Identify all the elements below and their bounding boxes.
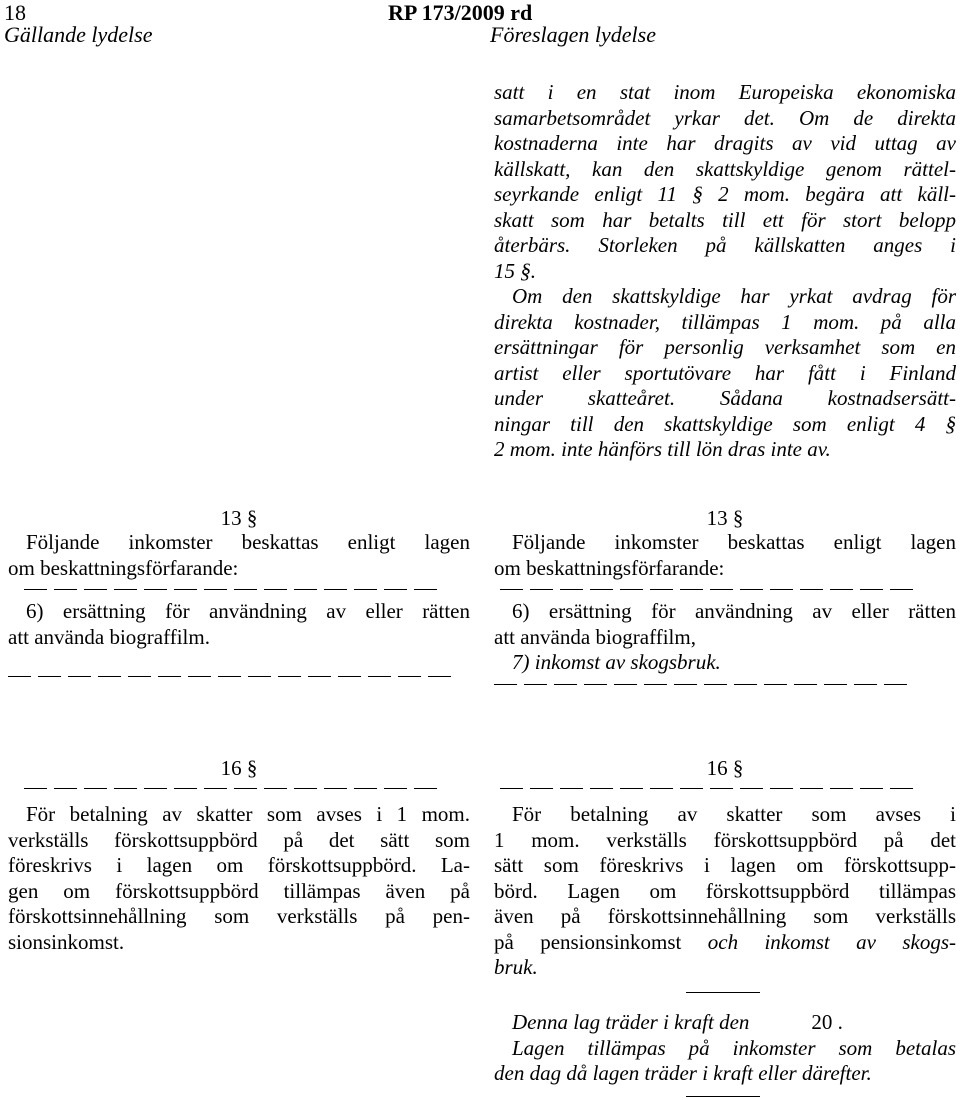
text-line: även på förskottsinnehållning som verkställs: [494, 904, 956, 928]
omission-dashes: [500, 581, 956, 595]
text-line: om beskattningsförfarande:: [8, 555, 239, 580]
section-heading: 13 §: [706, 506, 744, 530]
text-line: satt i en stat inom Europeiska ekonomiska: [494, 80, 956, 104]
text-line: [512, 1010, 956, 1036]
text-line: ersättningar för personlig verksamhet som en: [494, 335, 956, 359]
text-line: återbärs. Storleken på källskatten anges i: [494, 233, 956, 257]
text-line: 2 mom. inte hänförs till lön dras inte av.: [494, 437, 831, 461]
text-span: Denna lag träder i kraft den: [512, 1010, 750, 1034]
omission-dashes: [494, 676, 956, 690]
text-line: kostnaderna inte har dragits av vid uttag av: [494, 131, 956, 155]
text-line: Lagen tillämpas på inkomster som betalas: [512, 1035, 956, 1060]
text-line: sionsinkomst.: [8, 929, 125, 954]
entry-into-force: [512, 1010, 956, 1061]
text-line: om beskattningsförfarande:: [494, 555, 725, 580]
text-span: på pensionsinkomst: [494, 929, 708, 954]
top-right-paragraph-1: [494, 80, 956, 284]
section-16-proposed: [494, 756, 956, 981]
text-line: 6) ersättning för användning av eller rätten: [512, 599, 956, 623]
section-heading: 13 §: [220, 506, 258, 530]
text-line: förskottsinnehållning som verkställs på pen-: [8, 904, 470, 928]
omission-dashes: [24, 581, 470, 595]
section-16-proposed-text: [494, 802, 956, 981]
text-line: ningar till den skattskyldige som enligt 4 §: [494, 411, 956, 436]
text-line: 6) ersättning för användning av eller rätten: [26, 599, 470, 623]
text-line: Följande inkomster beskattas enligt lagen: [26, 530, 470, 554]
text-line: att använda biograffilm.: [8, 624, 210, 649]
section-heading: 16 §: [220, 756, 258, 780]
text-line: bruk.: [494, 955, 538, 979]
text-line: artist eller sportutövare har fått i Finland: [494, 360, 956, 385]
separator-rule: [686, 992, 760, 993]
current-wording-heading: Gällande lydelse: [4, 22, 153, 47]
text-line: den dag då lagen träder i kraft eller därefter.: [494, 1061, 872, 1085]
text-line: sätt som föreskrivs i lagen om förskottsupp-: [494, 853, 956, 877]
proposed-wording-heading: Föreslagen lydelse: [490, 22, 656, 47]
document-reference: RP 173/2009 rd: [388, 0, 533, 25]
text-line: 15 §.: [494, 258, 536, 283]
omission-dashes: [24, 780, 470, 794]
section-16-current-text: [8, 802, 470, 955]
text-line: 1 mom. verkställs förskottsuppbörd på det: [494, 827, 956, 852]
omission-dashes: [500, 780, 956, 794]
text-line: Om den skattskyldige har yrkat avdrag för: [512, 284, 956, 308]
top-right-paragraph-2: [494, 284, 956, 463]
text-line: att använda biograffilm,: [494, 624, 696, 649]
entry-into-force-last-line: [494, 1061, 956, 1087]
section-13-proposed: [494, 506, 956, 690]
text-line: samarbetsområdet yrkar det. Om de direkta: [494, 105, 956, 130]
text-line: För betalning av skatter som avses i: [512, 802, 956, 826]
separator-rule: [686, 1096, 760, 1097]
text-line: skatt som har betalts till ett för stort belopp: [494, 207, 956, 232]
text-line: gen om förskottsuppbörd tillämpas även på: [8, 878, 470, 903]
text-line: föreskrivs i lagen om förskottsuppbörd. La-: [8, 853, 470, 877]
section-16-current: [8, 756, 470, 955]
text-line: 7) inkomst av skogsbruk.: [512, 650, 721, 674]
text-line: seyrkande enligt 11 § 2 mom. begära att käll-: [494, 182, 956, 206]
section-13-current: [8, 506, 470, 682]
text-line: källskatt, kan den skattskyldige genom rättel-: [494, 156, 956, 181]
omission-dashes: [8, 668, 470, 682]
text-span: 20 .: [811, 1010, 843, 1034]
text-line: Följande inkomster beskattas enligt lagen: [512, 530, 956, 554]
text-line: För betalning av skatter som avses i 1 mom.: [26, 802, 470, 826]
page-number: 18: [4, 0, 26, 25]
text-line: direkta kostnader, tillämpas 1 mom. på alla: [494, 309, 956, 334]
section-heading: 16 §: [706, 756, 744, 780]
text-line: under skatteåret. Sådana kostnadsersätt-: [494, 386, 956, 410]
text-line: [494, 930, 956, 956]
text-line: börd. Lagen om förskottsuppbörd tillämpas: [494, 878, 956, 903]
text-span: och inkomst av skogs-: [707, 929, 956, 954]
text-line: verkställs förskottsuppbörd på det sätt som: [8, 827, 470, 852]
